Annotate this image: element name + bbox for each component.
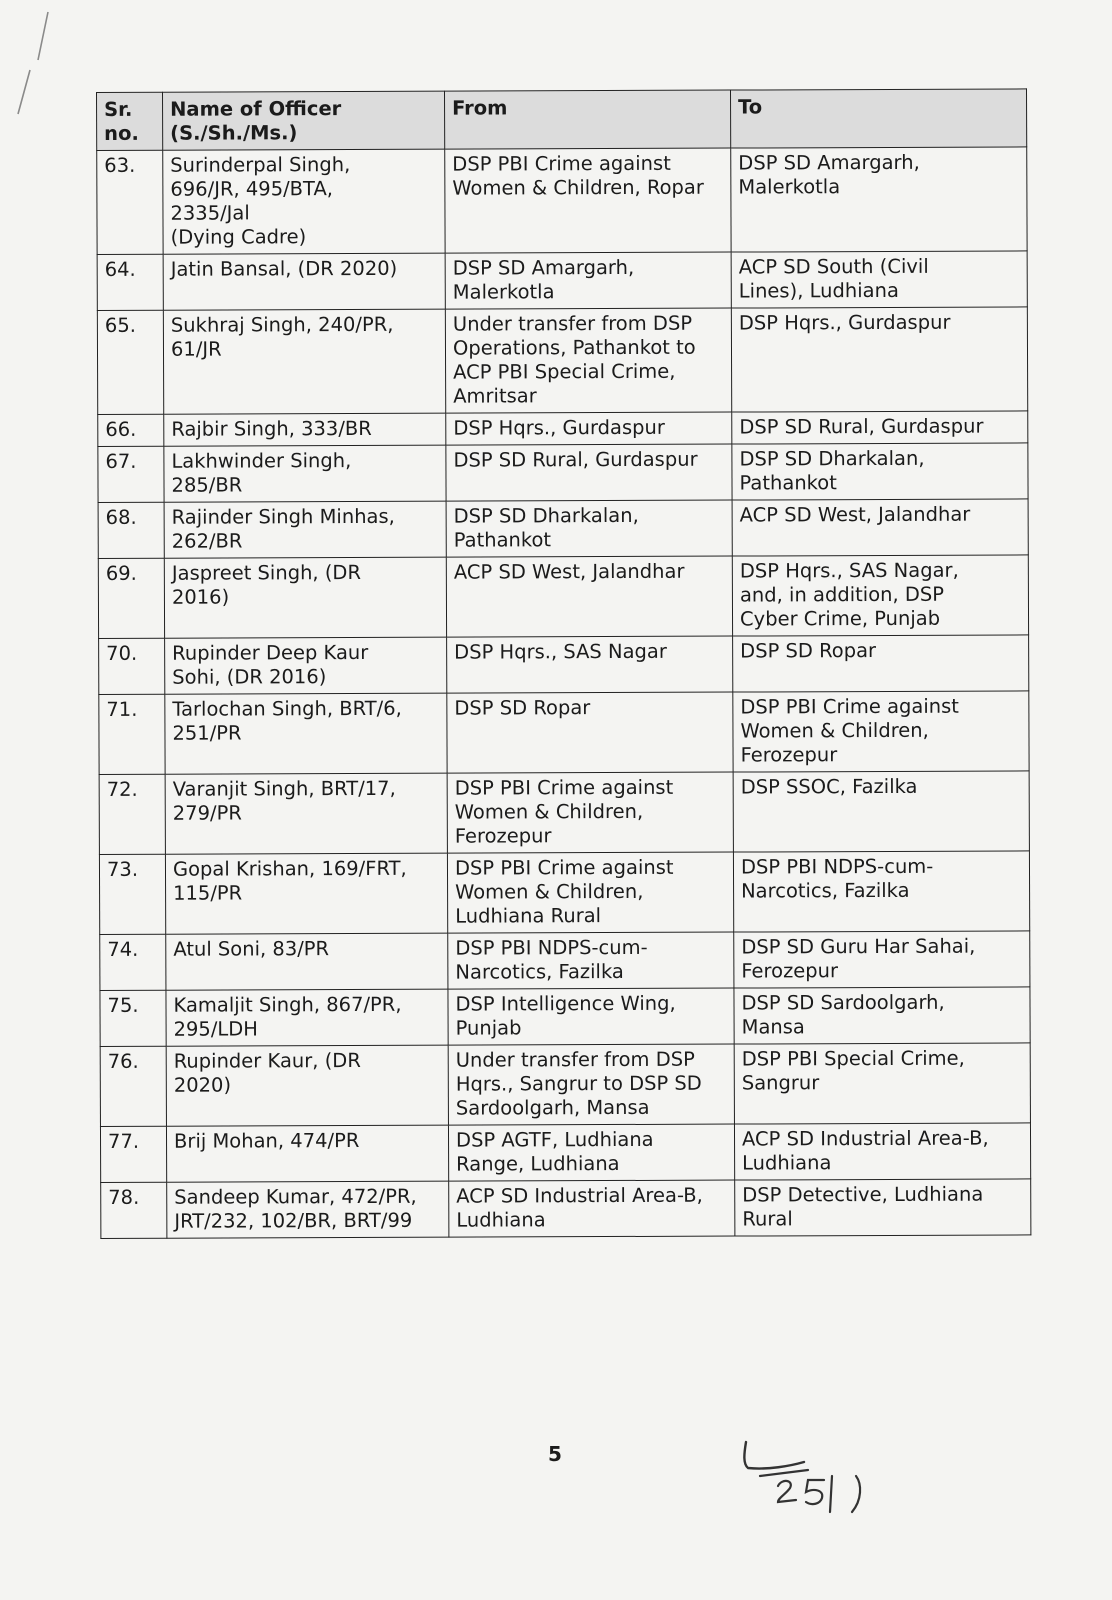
row-sr-no: 64. (97, 254, 163, 310)
page-edge-mark (4, 10, 64, 120)
row-to: DSP PBI Crime against Women & Children, Ferozepur (733, 691, 1029, 772)
row-to: DSP SSOC, Fazilka (733, 771, 1029, 852)
row-sr-no: 70. (99, 638, 165, 694)
row-officer-name: Rupinder Kaur, (DR 2020) (166, 1045, 448, 1126)
row-sr-no: 65. (97, 310, 163, 414)
row-officer-name: Lakhwinder Singh, 285/BR (164, 445, 446, 502)
table-row (97, 307, 1027, 415)
row-officer-name: Rajbir Singh, 333/BR (164, 413, 446, 446)
row-sr-no: 71. (99, 694, 165, 774)
row-from: DSP SD Amargarh, Malerkotla (445, 252, 731, 309)
row-from: DSP AGTF, Ludhiana Range, Ludhiana (448, 1124, 734, 1181)
row-to: DSP PBI NDPS-cum- Narcotics, Fazilka (733, 851, 1029, 932)
row-to: DSP SD Guru Har Sahai, Ferozepur (734, 931, 1030, 988)
table-body (97, 147, 1031, 1239)
header-officer-name: Name of Officer (S./Sh./Ms.) (163, 91, 445, 150)
row-sr-no: 67. (98, 446, 164, 502)
row-to: DSP SD Sardoolgarh, Mansa (734, 987, 1030, 1044)
row-to: DSP PBI Special Crime, Sangrur (734, 1043, 1030, 1124)
row-officer-name: Tarlochan Singh, BRT/6, 251/PR (165, 693, 447, 774)
row-officer-name: Atul Soni, 83/PR (166, 933, 448, 990)
row-sr-no: 75. (100, 990, 166, 1046)
row-to: DSP SD Ropar (733, 635, 1029, 692)
row-from: DSP Intelligence Wing, Punjab (448, 988, 734, 1045)
row-to: DSP SD Rural, Gurdaspur (732, 411, 1028, 444)
row-officer-name: Jaspreet Singh, (DR 2016) (164, 557, 446, 638)
row-from: DSP SD Ropar (447, 692, 733, 773)
row-officer-name: Surinderpal Singh, 696/JR, 495/BTA, 2335/Jal (Dying Cadre) (163, 149, 445, 254)
row-officer-name: Brij Mohan, 474/PR (166, 1125, 448, 1182)
handwritten-signature (738, 1440, 908, 1530)
row-from: DSP SD Rural, Gurdaspur (446, 444, 732, 501)
row-from: DSP Hqrs., SAS Nagar (447, 636, 733, 693)
table-row (100, 931, 1030, 991)
row-to: DSP SD Amargarh, Malerkotla (731, 147, 1027, 252)
table-row (99, 635, 1029, 695)
row-from: DSP SD Dharkalan, Pathankot (446, 500, 732, 557)
row-from: Under transfer from DSP Operations, Pathankot to ACP PBI Special Crime, Amritsar (445, 308, 731, 413)
table-row (98, 443, 1028, 503)
row-officer-name: Sandeep Kumar, 472/PR, JRT/232, 102/BR, BRT/99 (167, 1181, 449, 1238)
row-to: DSP Detective, Ludhiana Rural (735, 1179, 1031, 1236)
row-to: ACP SD South (Civil Lines), Ludhiana (731, 251, 1027, 308)
row-from: DSP PBI Crime against Women & Children, Ludhiana Rural (447, 852, 733, 933)
row-officer-name: Jatin Bansal, (DR 2020) (163, 253, 445, 310)
row-to: DSP Hqrs., Gurdaspur (731, 307, 1027, 412)
row-from: ACP SD Industrial Area-B, Ludhiana (449, 1180, 735, 1237)
header-from: From (444, 90, 730, 149)
row-officer-name: Gopal Krishan, 169/FRT, 115/PR (165, 853, 447, 934)
table-row (100, 987, 1030, 1047)
row-sr-no: 77. (100, 1126, 166, 1182)
table-row (100, 1123, 1030, 1183)
page-number: 5 (548, 1442, 562, 1466)
row-from: ACP SD West, Jalandhar (446, 556, 732, 637)
row-sr-no: 72. (99, 774, 165, 854)
row-to: ACP SD West, Jalandhar (732, 499, 1028, 556)
row-to: DSP SD Dharkalan, Pathankot (732, 443, 1028, 500)
header-sr-no: Sr. no. (97, 92, 163, 150)
row-officer-name: Rupinder Deep Kaur Sohi, (DR 2016) (165, 637, 447, 694)
row-officer-name: Rajinder Singh Minhas, 262/BR (164, 501, 446, 558)
row-to: DSP Hqrs., SAS Nagar, and, in addition, DSP Cyber Crime, Punjab (732, 555, 1028, 636)
row-from: Under transfer from DSP Hqrs., Sangrur to DSP SD Sardoolgarh, Mansa (448, 1044, 734, 1125)
table-row (100, 1043, 1030, 1127)
table-row (98, 499, 1028, 559)
row-sr-no: 69. (98, 558, 164, 638)
row-sr-no: 74. (100, 934, 166, 990)
table-row (97, 251, 1027, 311)
table-header-row (97, 89, 1027, 151)
table-row (98, 555, 1028, 639)
row-to: ACP SD Industrial Area-B, Ludhiana (734, 1123, 1030, 1180)
row-from: DSP PBI Crime against Women & Children, Ferozepur (447, 772, 733, 853)
header-to: To (730, 89, 1026, 148)
transfer-table (96, 88, 1031, 1239)
row-sr-no: 66. (98, 414, 164, 446)
row-sr-no: 76. (100, 1046, 166, 1126)
row-officer-name: Varanjit Singh, BRT/17, 279/PR (165, 773, 447, 854)
table-row (99, 771, 1029, 855)
row-from: DSP PBI NDPS-cum- Narcotics, Fazilka (448, 932, 734, 989)
table-row (101, 1179, 1031, 1239)
row-officer-name: Sukhraj Singh, 240/PR, 61/JR (163, 309, 445, 414)
table-row (99, 691, 1029, 775)
row-from: DSP Hqrs., Gurdaspur (446, 412, 732, 445)
table-row (98, 411, 1028, 447)
row-officer-name: Kamaljit Singh, 867/PR, 295/LDH (166, 989, 448, 1046)
table-row (99, 851, 1029, 935)
row-from: DSP PBI Crime against Women & Children, Ropar (445, 148, 731, 253)
row-sr-no: 68. (98, 502, 164, 558)
table-row (97, 147, 1027, 255)
row-sr-no: 63. (97, 150, 163, 254)
row-sr-no: 78. (101, 1182, 167, 1238)
row-sr-no: 73. (99, 854, 165, 934)
